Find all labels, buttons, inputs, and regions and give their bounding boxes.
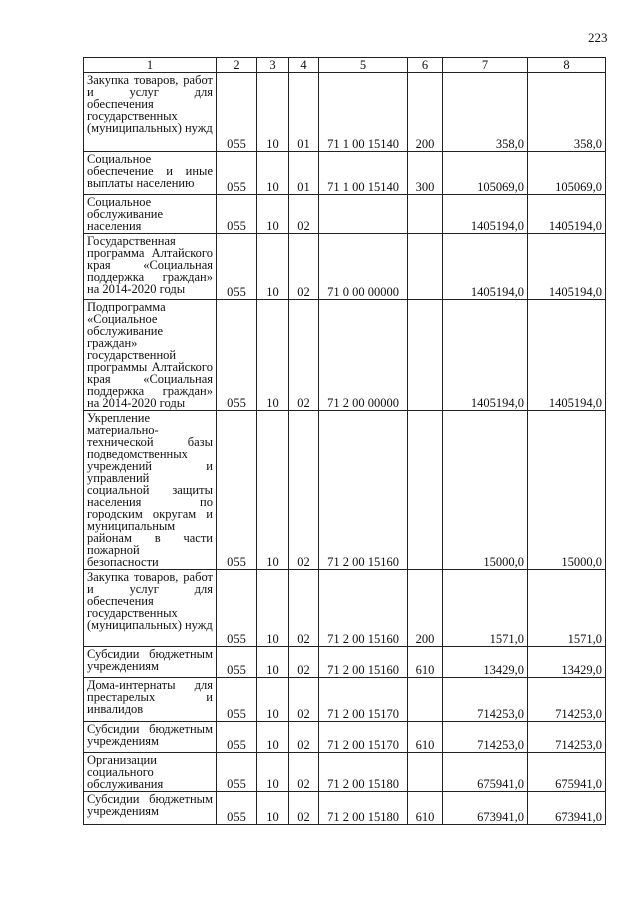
target-article-cell: 71 2 00 15160 bbox=[319, 411, 408, 570]
subsection-cell: 01 bbox=[289, 152, 319, 195]
section-cell: 10 bbox=[257, 234, 289, 300]
amount-total-cell: 1405194,0 bbox=[528, 195, 606, 234]
subsection-cell: 02 bbox=[289, 722, 319, 753]
table-row bbox=[84, 234, 606, 300]
admin-code-cell: 055 bbox=[217, 678, 257, 722]
admin-code-cell: 055 bbox=[217, 300, 257, 411]
amount-cell: 714253,0 bbox=[443, 678, 528, 722]
target-article-cell: 71 2 00 15180 bbox=[319, 792, 408, 825]
row-name-cell: Социальное обеспечение и иные выплаты населению bbox=[84, 152, 217, 195]
admin-code-cell: 055 bbox=[217, 73, 257, 152]
expense-type-cell bbox=[408, 300, 443, 411]
amount-cell: 675941,0 bbox=[443, 753, 528, 792]
expense-type-cell: 200 bbox=[408, 570, 443, 647]
section-cell: 10 bbox=[257, 722, 289, 753]
row-name-cell: Социальное обслуживание населения bbox=[84, 195, 217, 234]
amount-cell: 673941,0 bbox=[443, 792, 528, 825]
page-number: 223 bbox=[588, 30, 608, 45]
target-article-cell: 71 2 00 15180 bbox=[319, 753, 408, 792]
row-name-cell: Государственная программа Алтайского края «Социальная поддержка граждан» на 2014-2020 годы bbox=[84, 234, 217, 300]
expense-type-cell: 610 bbox=[408, 647, 443, 678]
section-cell: 10 bbox=[257, 570, 289, 647]
amount-total-cell: 358,0 bbox=[528, 73, 606, 152]
table-row bbox=[84, 678, 606, 722]
amount-total-cell: 15000,0 bbox=[528, 411, 606, 570]
amount-total-cell: 714253,0 bbox=[528, 722, 606, 753]
row-name-cell: Дома-интернаты для престарелых и инвалидов bbox=[84, 678, 217, 722]
table-row bbox=[84, 647, 606, 678]
section-cell: 10 bbox=[257, 792, 289, 825]
subsection-cell: 02 bbox=[289, 678, 319, 722]
section-cell: 10 bbox=[257, 678, 289, 722]
amount-total-cell: 1405194,0 bbox=[528, 234, 606, 300]
amount-total-cell: 105069,0 bbox=[528, 152, 606, 195]
target-article-cell: 71 2 00 00000 bbox=[319, 300, 408, 411]
admin-code-cell: 055 bbox=[217, 722, 257, 753]
expense-type-cell bbox=[408, 234, 443, 300]
row-name-cell: Закупка товаров, работ и услуг для обеспечения государственных (муниципальных) нужд bbox=[84, 570, 217, 647]
column-header: 1 bbox=[84, 58, 217, 73]
column-header: 8 bbox=[528, 58, 606, 73]
amount-total-cell: 714253,0 bbox=[528, 678, 606, 722]
amount-total-cell: 1571,0 bbox=[528, 570, 606, 647]
column-header: 4 bbox=[289, 58, 319, 73]
amount-cell: 15000,0 bbox=[443, 411, 528, 570]
admin-code-cell: 055 bbox=[217, 234, 257, 300]
row-name-cell: Организации социального обслуживания bbox=[84, 753, 217, 792]
subsection-cell: 02 bbox=[289, 411, 319, 570]
amount-total-cell: 673941,0 bbox=[528, 792, 606, 825]
row-name-cell: Закупка товаров, работ и услуг для обеспечения государственных (муниципальных) нужд bbox=[84, 73, 217, 152]
column-header: 2 bbox=[217, 58, 257, 73]
column-header: 7 bbox=[443, 58, 528, 73]
row-name-cell: Субсидии бюджетным учреждениям bbox=[84, 722, 217, 753]
expense-type-cell bbox=[408, 195, 443, 234]
amount-cell: 105069,0 bbox=[443, 152, 528, 195]
subsection-cell: 02 bbox=[289, 234, 319, 300]
table-row bbox=[84, 411, 606, 570]
row-name-cell: Подпрограмма «Социальное обслуживание граждан» государственной программы Алтайского края «Социальная поддержка граждан» на 2014-2020 годы bbox=[84, 300, 217, 411]
row-name-cell: Субсидии бюджетным учреждениям bbox=[84, 792, 217, 825]
subsection-cell: 02 bbox=[289, 753, 319, 792]
expense-type-cell bbox=[408, 753, 443, 792]
amount-cell: 1405194,0 bbox=[443, 234, 528, 300]
table-row bbox=[84, 722, 606, 753]
target-article-cell: 71 2 00 15160 bbox=[319, 647, 408, 678]
amount-total-cell: 13429,0 bbox=[528, 647, 606, 678]
subsection-cell: 02 bbox=[289, 300, 319, 411]
row-name-cell: Субсидии бюджетным учреждениям bbox=[84, 647, 217, 678]
row-name-cell: Укрепление материально-технической базы подведомственных учреждений и управлений социальной защиты населения по городским округам и муниципальным районам в части пожарной безопасности bbox=[84, 411, 217, 570]
table-row bbox=[84, 753, 606, 792]
section-cell: 10 bbox=[257, 152, 289, 195]
expense-type-cell: 200 bbox=[408, 73, 443, 152]
budget-table bbox=[83, 57, 606, 825]
admin-code-cell: 055 bbox=[217, 152, 257, 195]
amount-cell: 1571,0 bbox=[443, 570, 528, 647]
table-row bbox=[84, 570, 606, 647]
section-cell: 10 bbox=[257, 195, 289, 234]
table-row bbox=[84, 195, 606, 234]
admin-code-cell: 055 bbox=[217, 195, 257, 234]
section-cell: 10 bbox=[257, 647, 289, 678]
amount-cell: 13429,0 bbox=[443, 647, 528, 678]
amount-cell: 1405194,0 bbox=[443, 300, 528, 411]
target-article-cell bbox=[319, 195, 408, 234]
amount-total-cell: 1405194,0 bbox=[528, 300, 606, 411]
subsection-cell: 01 bbox=[289, 73, 319, 152]
table-row bbox=[84, 300, 606, 411]
target-article-cell: 71 1 00 15140 bbox=[319, 152, 408, 195]
subsection-cell: 02 bbox=[289, 570, 319, 647]
target-article-cell: 71 1 00 15140 bbox=[319, 73, 408, 152]
expense-type-cell: 300 bbox=[408, 152, 443, 195]
section-cell: 10 bbox=[257, 73, 289, 152]
subsection-cell: 02 bbox=[289, 647, 319, 678]
admin-code-cell: 055 bbox=[217, 753, 257, 792]
expense-type-cell bbox=[408, 678, 443, 722]
amount-cell: 714253,0 bbox=[443, 722, 528, 753]
header-row bbox=[84, 58, 606, 73]
target-article-cell: 71 2 00 15170 bbox=[319, 678, 408, 722]
admin-code-cell: 055 bbox=[217, 411, 257, 570]
target-article-cell: 71 0 00 00000 bbox=[319, 234, 408, 300]
target-article-cell: 71 2 00 15170 bbox=[319, 722, 408, 753]
column-header: 3 bbox=[257, 58, 289, 73]
table-row bbox=[84, 152, 606, 195]
target-article-cell: 71 2 00 15160 bbox=[319, 570, 408, 647]
expense-type-cell bbox=[408, 411, 443, 570]
section-cell: 10 bbox=[257, 753, 289, 792]
table-row bbox=[84, 73, 606, 152]
expense-type-cell: 610 bbox=[408, 792, 443, 825]
amount-total-cell: 675941,0 bbox=[528, 753, 606, 792]
amount-cell: 1405194,0 bbox=[443, 195, 528, 234]
table-row bbox=[84, 792, 606, 825]
admin-code-cell: 055 bbox=[217, 647, 257, 678]
amount-cell: 358,0 bbox=[443, 73, 528, 152]
admin-code-cell: 055 bbox=[217, 570, 257, 647]
column-header: 6 bbox=[408, 58, 443, 73]
section-cell: 10 bbox=[257, 411, 289, 570]
section-cell: 10 bbox=[257, 300, 289, 411]
admin-code-cell: 055 bbox=[217, 792, 257, 825]
subsection-cell: 02 bbox=[289, 792, 319, 825]
expense-type-cell: 610 bbox=[408, 722, 443, 753]
column-header: 5 bbox=[319, 58, 408, 73]
subsection-cell: 02 bbox=[289, 195, 319, 234]
